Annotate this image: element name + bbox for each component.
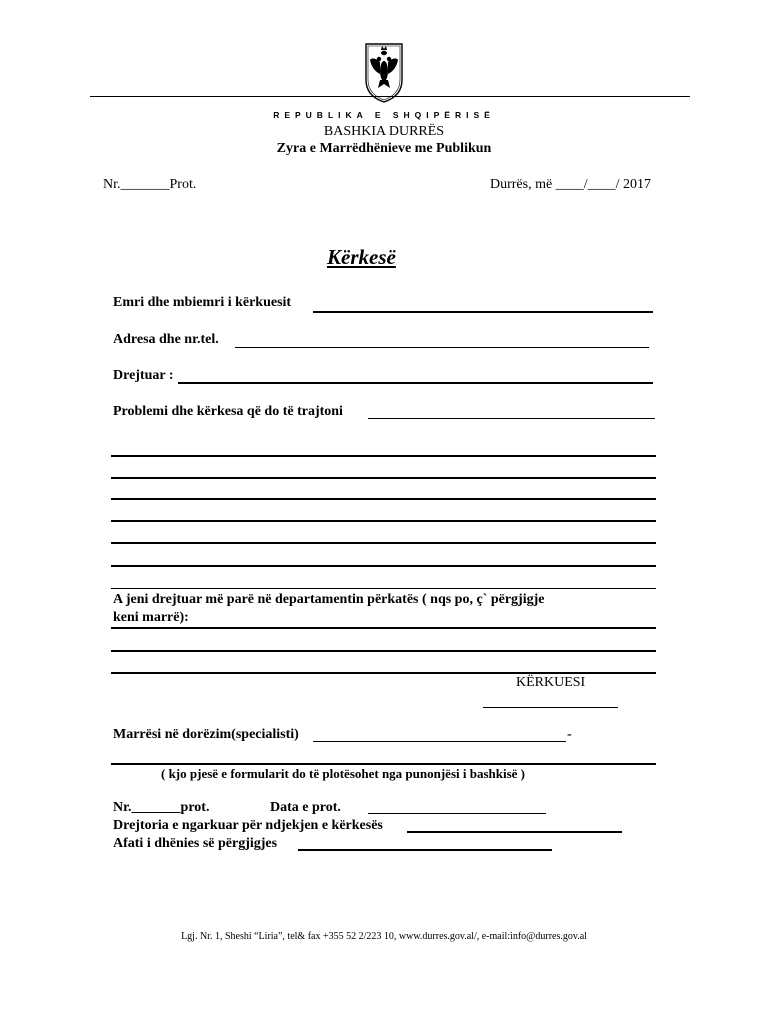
- applicant-name-label: Emri dhe mbiemri i kërkuesit: [113, 295, 292, 310]
- prior-answer-line[interactable]: [111, 672, 656, 674]
- header-rule: [90, 96, 690, 97]
- answer-line[interactable]: [111, 520, 656, 522]
- separator-line: [111, 763, 656, 765]
- prior-department-question-cont: keni marrë):: [113, 610, 189, 625]
- answer-line[interactable]: [111, 542, 656, 544]
- directorate-line[interactable]: [407, 831, 622, 833]
- directorate-label: Drejtoria e ngarkuar për ndjekjen e kërkesës: [113, 818, 383, 833]
- footer-contact: Lgj. Nr. 1, Sheshi “Liria”, tel& fax +355 52 2/223 10, www.durres.gov.al/, e-mail:info@durres.gov.al: [181, 931, 587, 942]
- answer-line[interactable]: [111, 455, 656, 457]
- form-title: Kërkesë: [327, 245, 396, 269]
- requester-signature-line[interactable]: [483, 707, 618, 708]
- office-prot-date-label: Data e prot.: [270, 800, 341, 815]
- employee-note: ( kjo pjesë e formularit do të plotësohet nga punonjësi i bashkisë ): [161, 766, 526, 781]
- requester-label: KËRKUESI: [516, 675, 586, 690]
- problem-request-label: Problemi dhe kërkesa që do të trajtoni: [113, 404, 343, 419]
- deadline-line[interactable]: [298, 849, 552, 851]
- problem-request-line[interactable]: [368, 418, 655, 419]
- place-date: Durrës, më ____/____/ 2017: [490, 177, 651, 192]
- office-prot-date-line[interactable]: [368, 813, 546, 814]
- protocol-number: Nr._______Prot.: [103, 177, 197, 192]
- prior-department-question: A jeni drejtuar më parë në departamentin përkatës ( nqs po, ç` përgjigje: [113, 592, 545, 607]
- office-prot-number: Nr._______prot.: [113, 800, 210, 815]
- addressed-to-line[interactable]: [178, 382, 653, 384]
- prior-answer-line[interactable]: [111, 627, 656, 629]
- prior-answer-line[interactable]: [111, 650, 656, 652]
- albanian-eagle-emblem: [364, 40, 404, 104]
- receiver-label: Marrësi në dorëzim(specialisti): [113, 727, 299, 742]
- address-phone-line[interactable]: [235, 347, 649, 348]
- applicant-name-line[interactable]: [313, 311, 653, 313]
- receiver-line[interactable]: [313, 741, 566, 742]
- municipality-name: BASHKIA DURRËS: [323, 124, 445, 139]
- addressed-to-label: Drejtuar :: [113, 368, 174, 383]
- answer-line[interactable]: [111, 498, 656, 500]
- office-name: Zyra e Marrëdhënieve me Publikun: [276, 141, 492, 156]
- answer-line[interactable]: [111, 477, 656, 479]
- answer-line[interactable]: [111, 565, 656, 567]
- republic-name: REPUBLIKA E SHQIPËRISË: [273, 110, 495, 120]
- receiver-dash: -: [567, 727, 572, 742]
- address-phone-label: Adresa dhe nr.tel.: [113, 332, 219, 347]
- deadline-label: Afati i dhënies së përgjigjes: [113, 836, 278, 851]
- answer-line[interactable]: [111, 588, 656, 589]
